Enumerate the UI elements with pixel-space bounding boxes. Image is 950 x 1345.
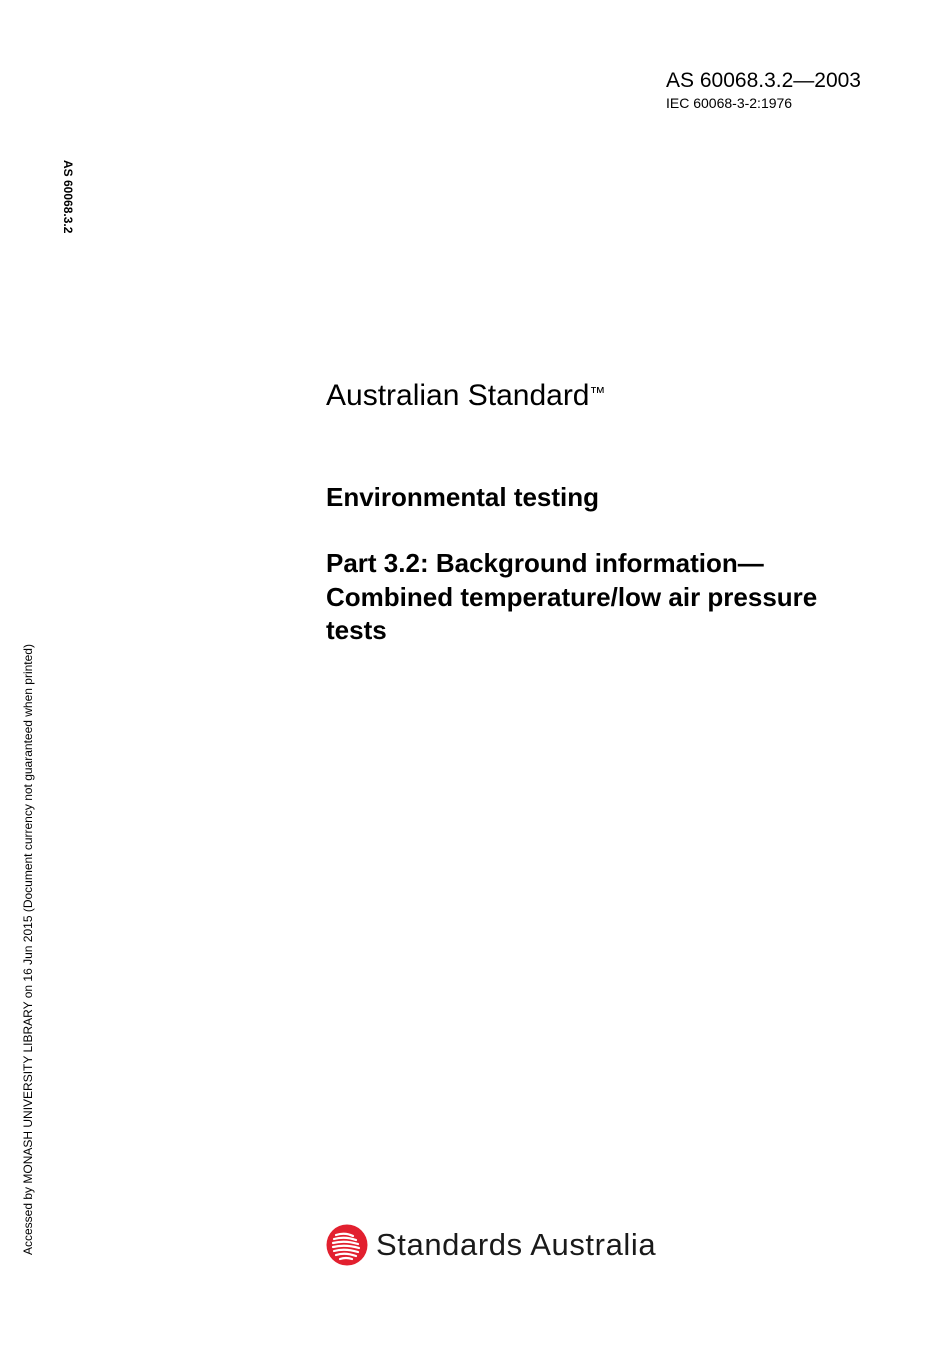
part-title-line: tests <box>326 615 387 645</box>
series-title <box>326 378 606 414</box>
iec-reference-number: IEC 60068-3-2:1976 <box>666 95 793 111</box>
part-title <box>326 547 906 648</box>
access-watermark-note: Accessed by MONASH UNIVERSITY LIBRARY on 16 Jun 2015 (Document currency not guaranteed when printed) <box>21 644 35 1255</box>
trademark-symbol: ™ <box>589 385 606 402</box>
series-title-text: Australian Standard <box>326 379 590 412</box>
spine-standard-label: AS 60068.3.2 <box>61 160 75 234</box>
standard-number: AS 60068.3.2—2003 <box>666 69 861 92</box>
publisher-name: Standards Australia <box>376 1227 657 1262</box>
document-title: Environmental testing <box>326 482 600 512</box>
standards-australia-emblem-icon <box>326 1224 368 1266</box>
standards-australia-logo <box>326 1224 656 1266</box>
part-title-line: Part 3.2: Background information— <box>326 548 764 578</box>
part-title-line: Combined temperature/low air pressure <box>326 581 818 612</box>
